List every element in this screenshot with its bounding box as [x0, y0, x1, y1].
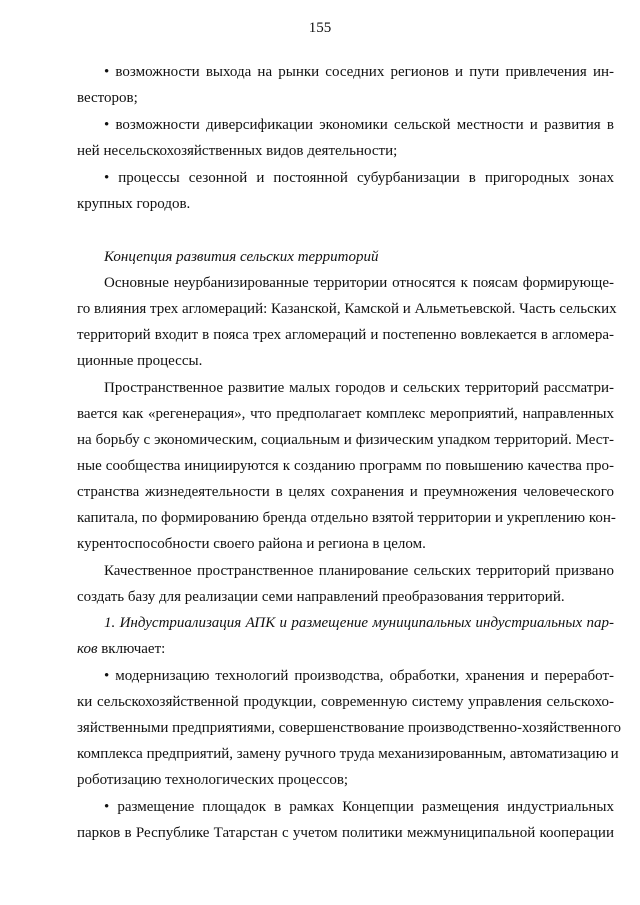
bullet-line: • возможности выхода на рынки соседних регионов и пути привлечения ин-	[104, 64, 614, 80]
paragraph-line: странства жизнедеятельности в целях сохранения и преумножения человеческого	[77, 484, 614, 500]
direction-heading-rest: включает:	[97, 641, 166, 657]
paragraph-line: Пространственное развитие малых городов и сельских территорий рассматри-	[104, 380, 614, 396]
paragraph-line: Основные неурбанизированные территории относятся к поясам формирующе-	[104, 275, 614, 291]
bullet-line: ней несельскохозяйственных видов деятельности;	[77, 143, 398, 159]
direction-heading-italic: ков	[77, 641, 98, 657]
paragraph-line: на борьбу с экономическим, социальным и физическим упадком территорий. Мест-	[77, 432, 614, 448]
bullet-line: роботизацию технологических процессов;	[77, 772, 349, 788]
page-number: 155	[308, 20, 332, 36]
direction-heading: 1. Индустриализация АПК и размещение муниципальных индустриальных пар-	[104, 615, 614, 631]
bullet-line: • процессы сезонной и постоянной субурбанизации в пригородных зонах	[104, 170, 614, 186]
bullet-line: зяйственными предприятиями, совершенствование производственно-хозяйственного	[77, 720, 621, 736]
paragraph-line: ционные процессы.	[77, 353, 203, 369]
bullet-line: ки сельскохозяйственной продукции, современную систему управления сельскохо-	[77, 694, 614, 710]
bullet-line: весторов;	[77, 90, 138, 106]
paragraph-line: Качественное пространственное планирование сельских территорий призвано	[104, 563, 614, 579]
paragraph-line: ные сообщества инициируются к созданию программ по повышению качества про-	[77, 458, 614, 474]
paragraph-line: курентоспособности своего района и региона в целом.	[77, 536, 426, 552]
bullet-line: • размещение площадок в рамках Концепции размещения индустриальных	[104, 799, 614, 815]
section-heading: Концепция развития сельских территорий	[104, 249, 379, 265]
paragraph-line: вается как «регенерация», что предполагает комплекс мероприятий, направленных	[77, 406, 614, 422]
bullet-line: комплекса предприятий, замену ручного труда механизированным, автоматизацию и	[77, 746, 619, 762]
bullet-line: крупных городов.	[77, 196, 191, 212]
paragraph-line: го влияния трех агломераций: Казанской, Камской и Альметьевской. Часть сельских	[77, 301, 617, 317]
bullet-line: парков в Республике Татарстан с учетом политики межмуниципальной кооперации	[77, 825, 614, 841]
bullet-line: • модернизацию технологий производства, обработки, хранения и переработ-	[104, 668, 614, 684]
paragraph-line: территорий входит в пояса трех агломераций и постепенно вовлекается в агломера-	[77, 327, 614, 343]
bullet-line: • возможности диверсификации экономики сельской местности и развития в	[104, 117, 614, 133]
paragraph-line: капитала, по формированию бренда отдельно взятой территории и укреплению кон-	[77, 510, 616, 526]
paragraph-line: создать базу для реализации семи направлений преобразования территорий.	[77, 589, 565, 605]
direction-heading-cont	[77, 639, 165, 659]
